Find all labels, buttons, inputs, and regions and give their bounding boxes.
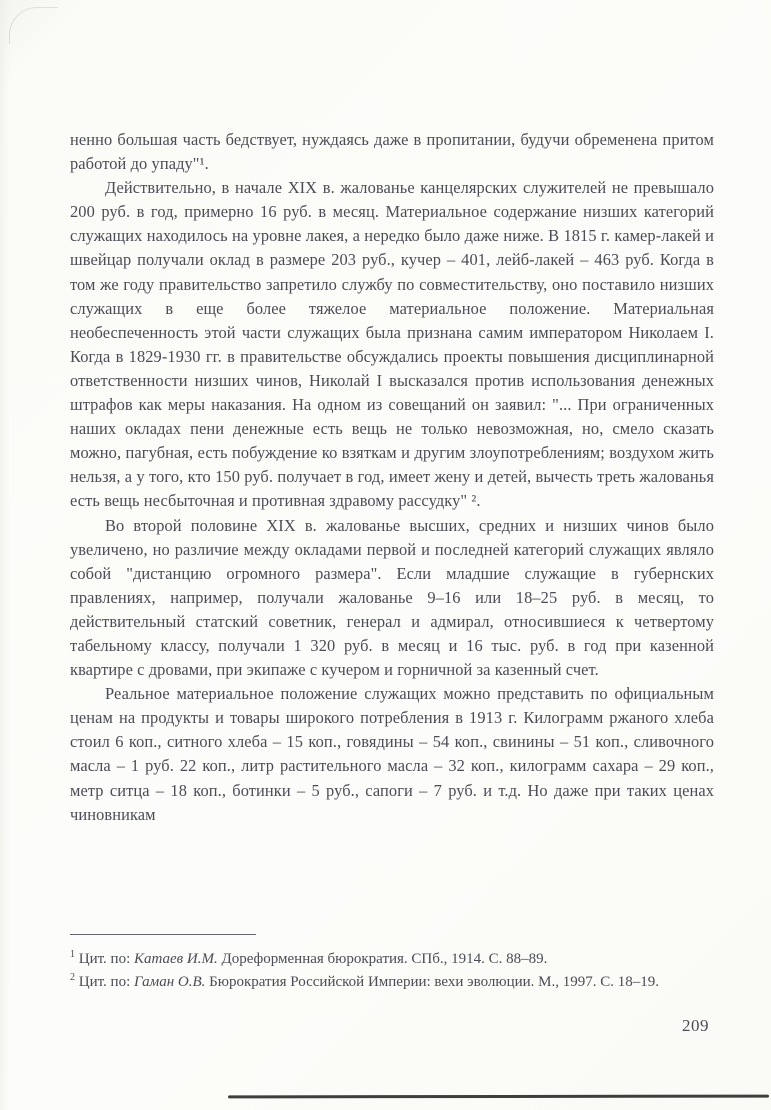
scan-left-edge-shade: [0, 0, 10, 1110]
paragraph: Во второй половине XIX в. жалованье высших, средних и низших чинов было увеличено, но различие между окладами первой и последней категорий служащих являло собой "дистанцию огромного размера". Если младшие служащие в губернских правлениях, например, получали жалованье 9–16 или 18–25 руб. в месяц, то действительный статский советник, генерал и адмирал, относившиеся к четвертому табельному классу, получали 1 320 руб. в месяц и 16 тыс. руб. в год при казенной квартире с дровами, при экипаже с кучером и горничной за казенный счет.: [70, 515, 714, 680]
footnote-text: Бюрократия Российской Империи: вехи эволюции. М., 1997. С. 18–19.: [205, 973, 659, 990]
footnote-text: Дореформенная бюрократия. СПб., 1914. С. 88–89.: [217, 951, 548, 967]
paragraph: Реальное материальное положение служащих можно представить по официальным ценам на продукты и товары широкого потребления в 1913 г. Килограмм ржаного хлеба стоил 6 коп., ситного хлеба – 15 коп., говядины – 54 коп., свинины – 51 коп., сливочного масла – 1 руб. 22 коп., литр растительного масла – 32 коп., килограмм сахара – 29 коп., метр ситца – 18 коп., ботинки – 5 руб., сапоги – 7 руб. и т.д. Но даже при таких ценах чиновникам: [70, 684, 714, 824]
footnote-1: [70, 948, 714, 971]
footnote-author: Гаман О.В.: [133, 973, 206, 990]
footnote-separator: [70, 934, 256, 935]
footnote-prefix: Цит. по:: [78, 951, 134, 967]
footnote-2: [70, 971, 714, 994]
footnote-prefix: Цит. по:: [78, 973, 134, 990]
footnote-author: Катаев И.М.: [133, 951, 218, 967]
body-text: [70, 128, 714, 827]
paragraph: Действительно, в начале XIX в. жалованье канцелярских служителей не превышало 200 руб. в год, примерно 16 руб. в месяц. Материальное содержание низших категорий служащих находилось на уровне лакея, а нередко было даже ниже. В 1815 г. камер-лакей и швейцар получали оклад в размере 203 руб., кучер – 401, лейб-лакей – 463 руб. Когда в том же году правительство запретило службу по совместительству, оно поставило низших служащих в еще более тяжелое материальное положение. Материальная необеспеченность этой части служащих была признана самим императором Николаем I. Когда в 1829-1930 гг. в правительстве обсуждались проекты повышения дисциплинарной ответственности низших чинов, Николай I высказался против использования денежных штрафов как меры наказания. На одном из совещаний он заявил: "... При ограниченных наших окладах пени денежные есть вещь не только невозможная, но, смело сказать можно, пагубная, есть побуждение ко взяткам и другим злоупотреблениям; воздухом жить нельзя, а у того, кто 150 руб. получает в год, имеет жену и детей, вычесть треть жалованья есть вещь несбыточная и противная здравому рассудку" ².: [70, 178, 714, 511]
paragraph-continuation: ненно большая часть бедствует, нуждаясь даже в пропитании, будучи обременена притом работой до упаду"¹.: [70, 130, 714, 174]
footnote-marker: 2: [70, 971, 75, 983]
footnote-marker: 1: [70, 949, 75, 960]
scan-bottom-edge: [228, 1095, 769, 1099]
footnotes-section: [70, 934, 714, 993]
page-number: 209: [682, 1016, 709, 1035]
scan-corner-artifact: [9, 7, 58, 44]
